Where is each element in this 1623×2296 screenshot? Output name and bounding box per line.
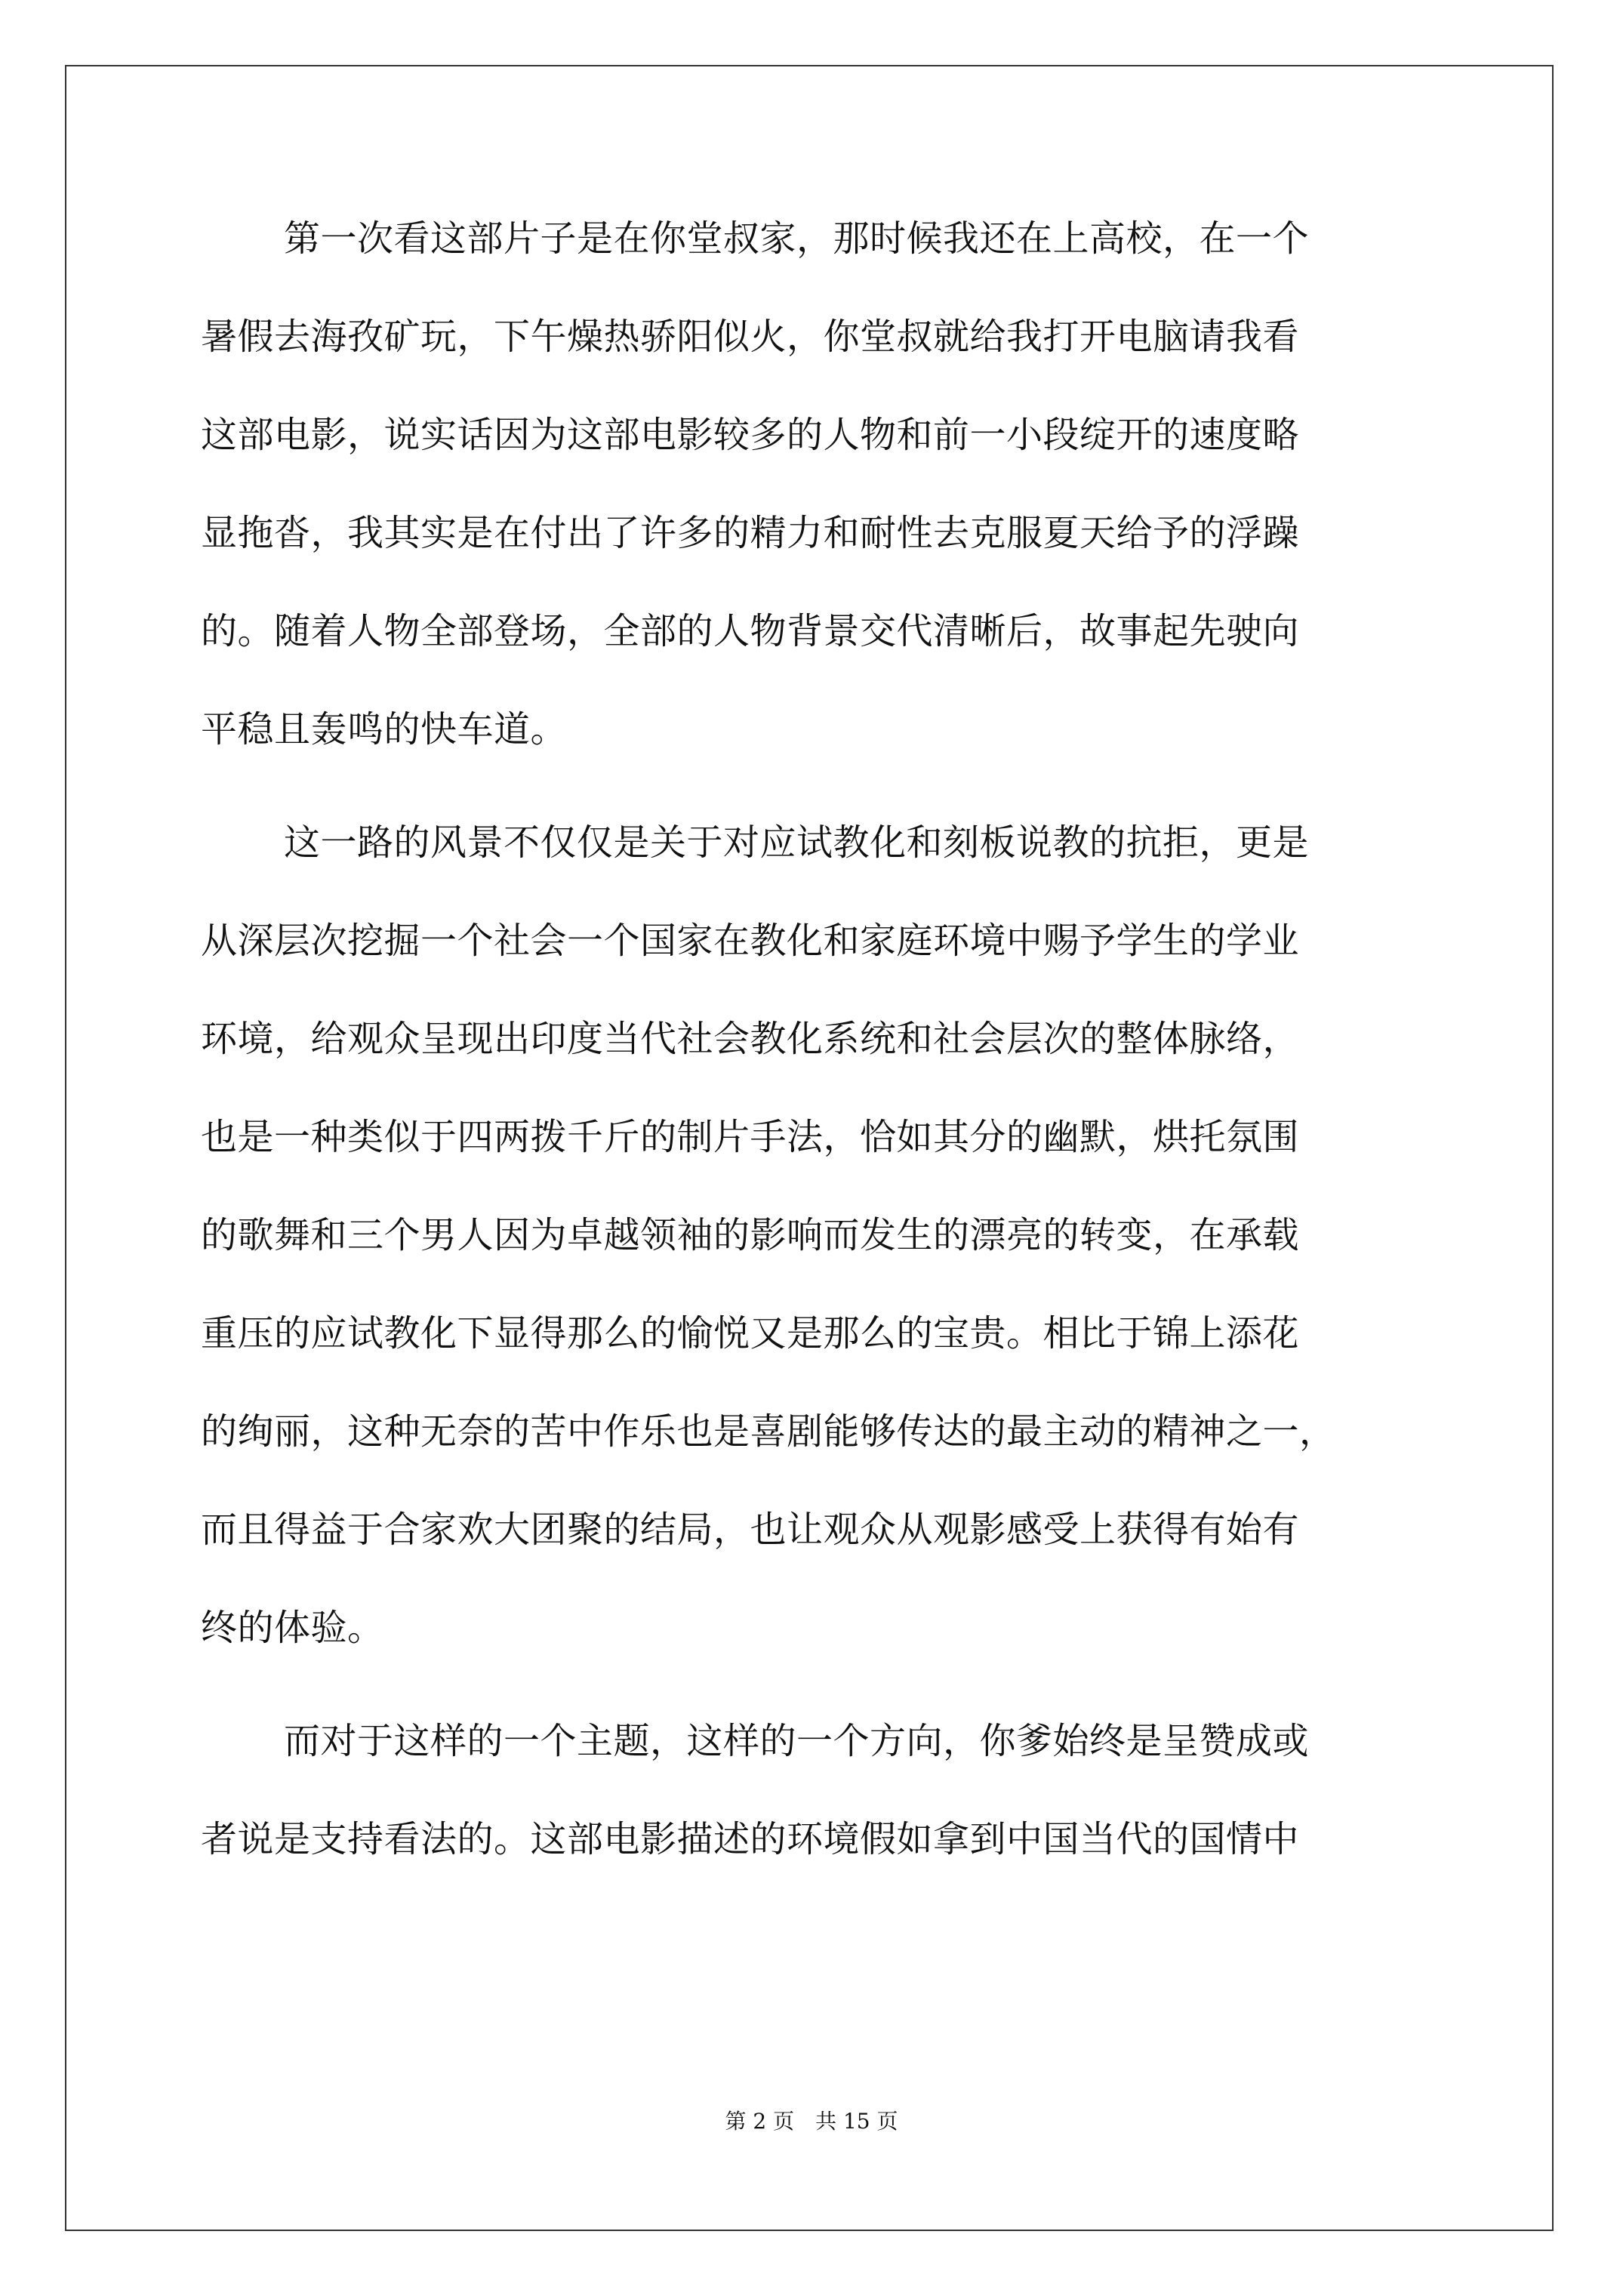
text-line: 第一次看这部片子是在你堂叔家，那时候我还在上高校，在一个 [284, 217, 1310, 260]
text-line: 的歌舞和三个男人因为卓越领袖的影响而发生的漂亮的转变，在承载 [201, 1214, 1300, 1256]
page-total: 共 15 页 [815, 2109, 898, 2134]
text-line: 环境，给观众呈现出印度当代社会教化系统和社会层次的整体脉络， [201, 1018, 1300, 1060]
text-line: 也是一种类似于四两拨千斤的制片手法，恰如其分的幽默，烘托氛围 [201, 1116, 1300, 1158]
text-line: 终的体验。 [201, 1607, 384, 1649]
page-number: 第 2 页 [725, 2109, 795, 2134]
text-line: 平稳且轰鸣的快车道。 [201, 708, 568, 750]
text-line: 重压的应试教化下显得那么的愉悦又是那么的宝贵。相比于锦上添花 [201, 1312, 1300, 1354]
text-line: 的绚丽，这种无奈的苦中作乐也是喜剧能够传达的最主动的精神之一， [201, 1410, 1336, 1453]
text-line: 暑假去海孜矿玩，下午燥热骄阳似火，你堂叔就给我打开电脑请我看 [201, 316, 1300, 358]
text-line: 而对于这样的一个主题，这样的一个方向，你爹始终是呈赞成或 [284, 1720, 1310, 1762]
text-line: 的。随着人物全部登场，全部的人物背景交代清晰后，故事起先驶向 [201, 610, 1300, 652]
text-line: 显拖沓，我其实是在付出了许多的精力和耐性去克服夏天给予的浮躁 [201, 512, 1300, 554]
text-line: 这部电影，说实话因为这部电影较多的人物和前一小段绽开的速度略 [201, 414, 1300, 456]
text-line: 从深层次挖掘一个社会一个国家在教化和家庭环境中赐予学生的学业 [201, 920, 1300, 962]
text-line: 这一路的风景不仅仅是关于对应试教化和刻板说教的抗拒，更是 [284, 821, 1310, 864]
page-footer [0, 2108, 1623, 2135]
text-line: 者说是支持看法的。这部电影描述的环境假如拿到中国当代的国情中 [201, 1818, 1300, 1860]
text-line: 而且得益于合家欢大团聚的结局，也让观众从观影感受上获得有始有 [201, 1509, 1300, 1551]
